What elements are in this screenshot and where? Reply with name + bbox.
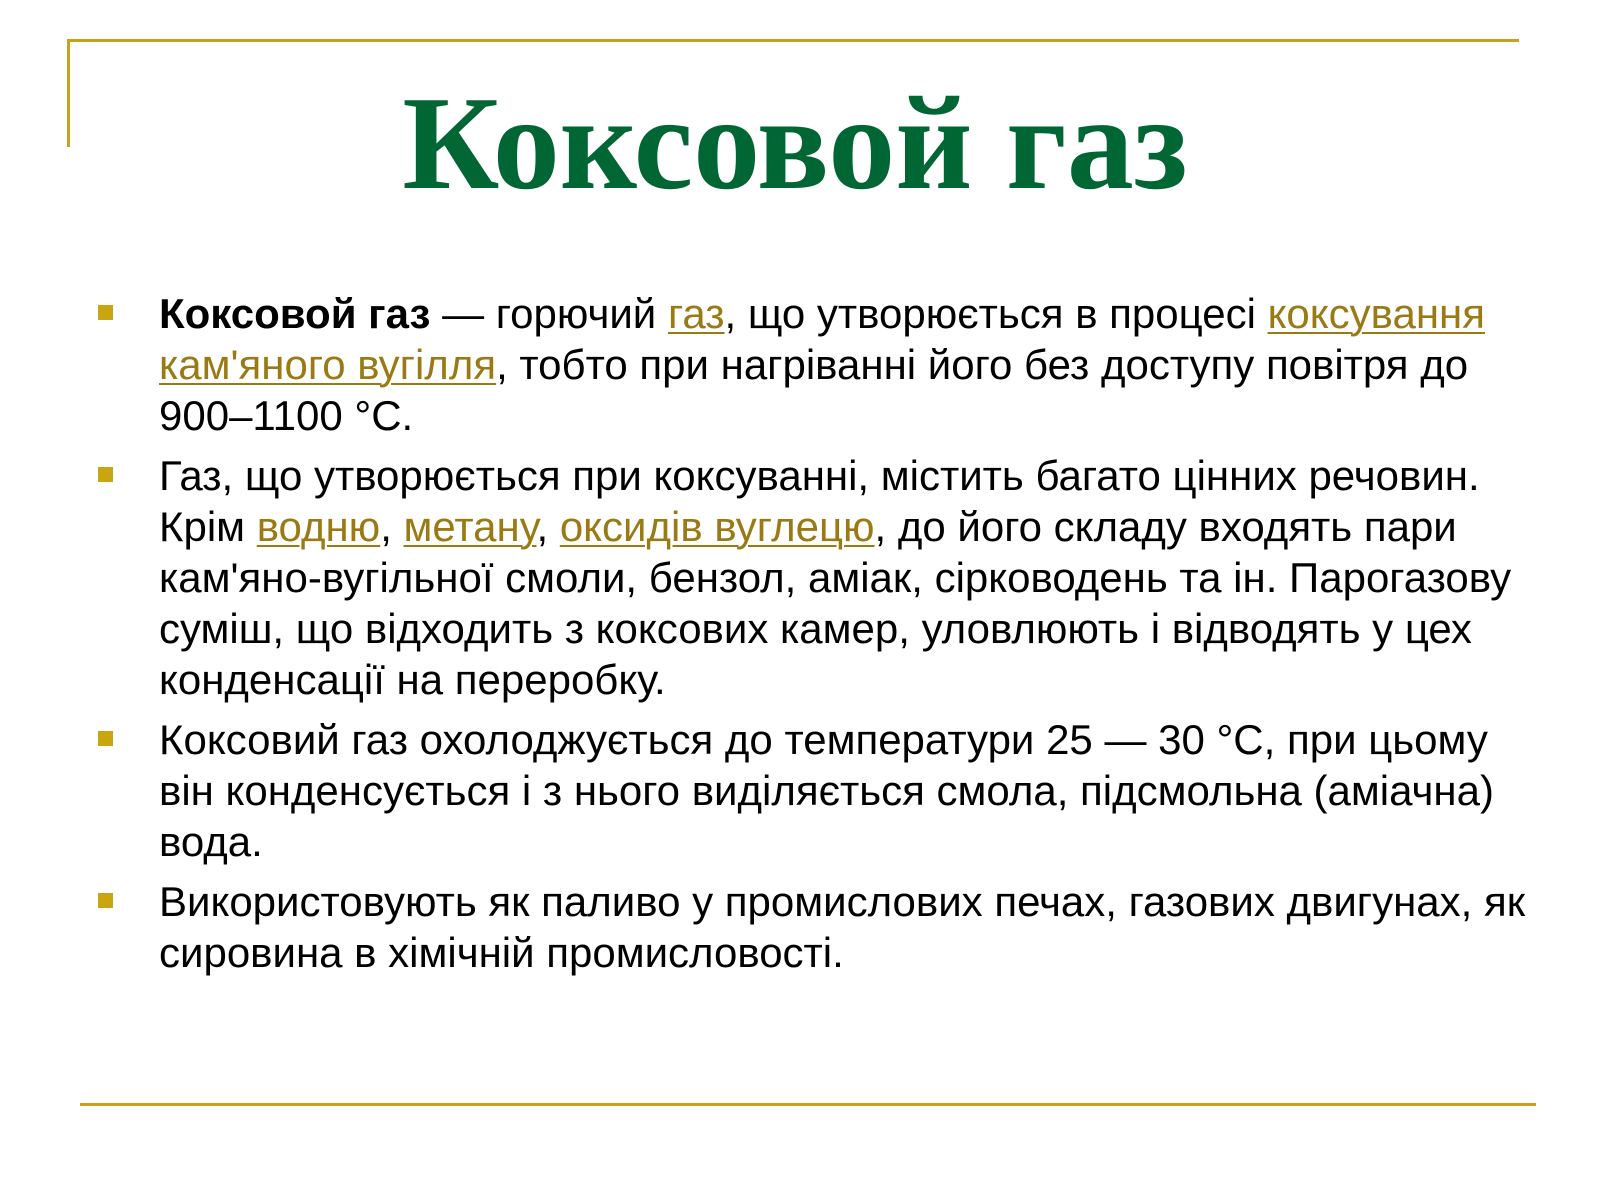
square-bullet-icon — [98, 305, 113, 320]
bullet-text: , тобто при нагріванні його без доступу повітря до 900–1100 °C. — [159, 341, 1469, 439]
bullet-item-definition — [98, 288, 1538, 441]
bullet-text: Коксовий газ охолоджується до температури 25 — 30 °C, при цьому він конденсується і з нього виділяється смола, підсмольна (аміачна) вода. — [159, 716, 1494, 865]
bullet-text: , — [536, 503, 560, 550]
frame-top-line — [67, 39, 1519, 42]
link-gas[interactable]: газ — [667, 290, 725, 337]
bullet-text: , до його складу входять пари кам'яно-вугільної смоли, бензол, аміак, сірководень та ін. Парогазову суміш, що відходить з коксових камер, уловлюють і відводять у цех конденсації на переробку. — [159, 503, 1512, 703]
slide-title: Коксовой газ — [402, 69, 1188, 217]
bullet-text: Газ, що утворюється при коксуванні, містить багато цінних речовин. Крім — [159, 452, 1480, 550]
square-bullet-icon — [98, 467, 113, 482]
link-hydrogen[interactable]: водню — [256, 503, 381, 550]
square-bullet-icon — [98, 731, 113, 746]
link-coal[interactable]: кам'яного вугілля — [159, 341, 497, 388]
link-methane[interactable]: метану — [403, 503, 537, 550]
bullet-text: Використовують як паливо у промислових печах, газових двигунах, як сировина в хімічній промисловості. — [159, 878, 1526, 976]
bullet-text: — горючий — [430, 290, 668, 337]
bullet-text: , — [380, 503, 404, 550]
square-bullet-icon — [98, 893, 113, 908]
link-carbon-oxides[interactable]: оксидів вуглецю — [559, 503, 875, 550]
bullet-list — [98, 288, 1538, 987]
frame-bottom-line — [80, 1103, 1536, 1106]
bullet-text: , що утворюється в процесі — [724, 290, 1268, 337]
bullet-item-composition — [98, 450, 1538, 705]
link-coking[interactable]: коксування — [1267, 290, 1485, 337]
bullet-term: Коксовой газ — [159, 290, 431, 337]
bullet-item-cooling — [98, 714, 1538, 867]
bullet-item-usage — [98, 876, 1538, 978]
